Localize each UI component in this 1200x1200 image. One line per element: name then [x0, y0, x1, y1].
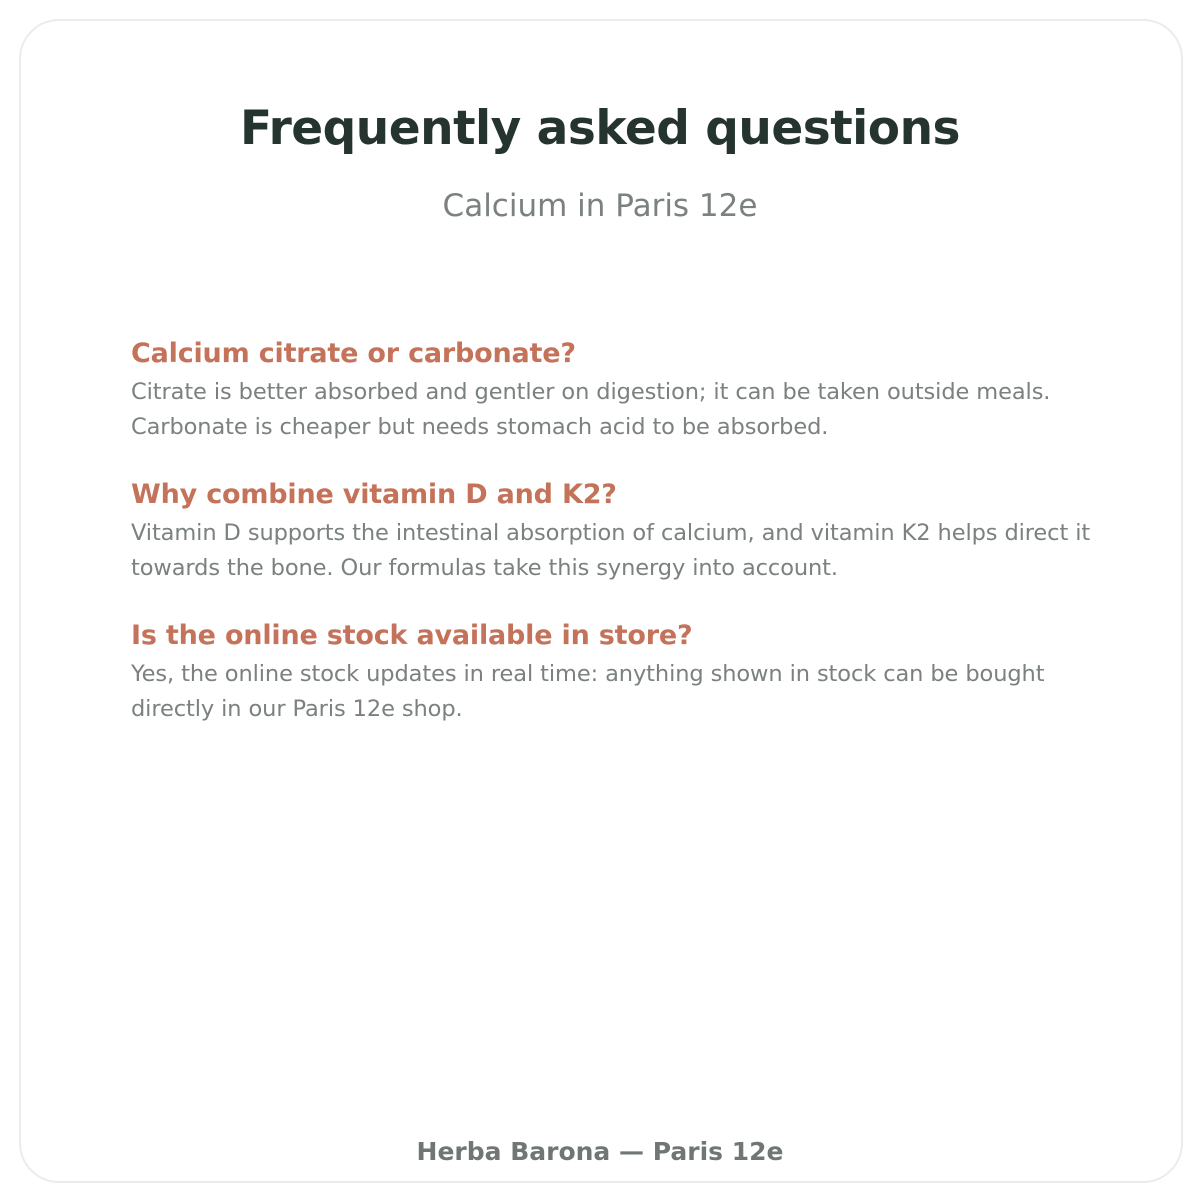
faq-item: [131, 618, 1091, 727]
page-subtitle: Calcium in Paris 12e: [442, 188, 758, 224]
faq-answer: Yes, the online stock updates in real time: anything shown in stock can be bought directly in our Paris 12e shop.: [131, 661, 1045, 722]
page-title: Frequently asked questions: [240, 101, 960, 156]
faq-answer: Vitamin D supports the intestinal absorption of calcium, and vitamin K2 helps direct it towards the bone. Our formulas take this synergy into account.: [131, 520, 1091, 581]
footer-brand: Herba Barona — Paris 12e: [416, 1137, 784, 1166]
faq-question: Calcium citrate or carbonate?: [131, 338, 576, 369]
faq-list: [131, 336, 1091, 759]
faq-answer: Citrate is better absorbed and gentler on digestion; it can be taken outside meals. Carbonate is cheaper but needs stomach acid to be absorbed.: [131, 379, 1051, 440]
faq-item: [131, 477, 1091, 586]
faq-item: [131, 336, 1091, 445]
faq-question: Is the online stock available in store?: [131, 620, 693, 651]
faq-question: Why combine vitamin D and K2?: [131, 479, 617, 510]
